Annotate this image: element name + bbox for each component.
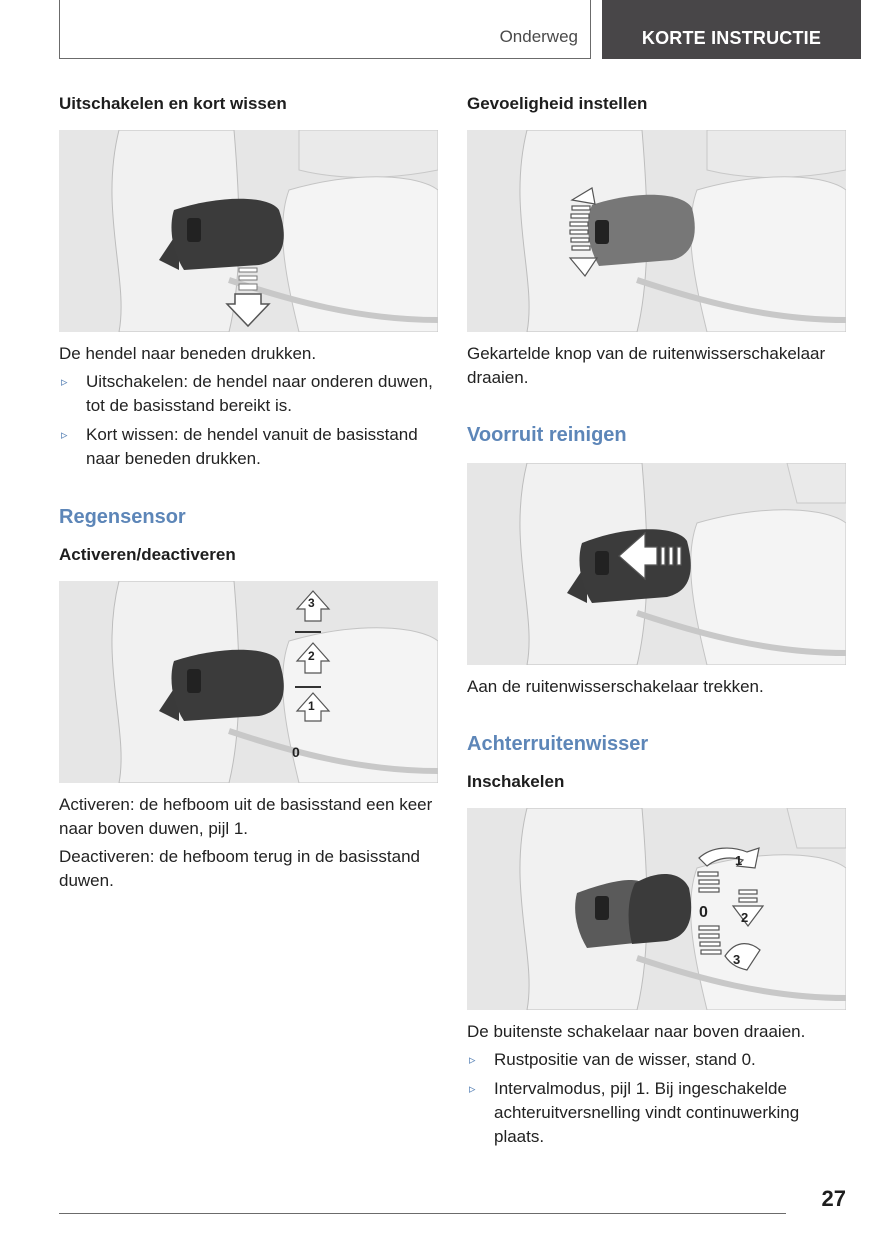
list-item: ▹ Intervalmodus, pijl 1. Bij ingeschakelde achteruitversnelling vindt continuwerking plaats.: [469, 1079, 800, 1146]
list-rear-wiper: [467, 1048, 846, 1149]
para-activate: Activeren: de hefboom uit de basisstand een keer naar boven duwen, pijl 1.: [59, 795, 433, 838]
right-column: [467, 94, 846, 1154]
bullet-triangle-icon: ▹: [469, 1052, 476, 1067]
figure-label-2: 2: [308, 649, 315, 663]
bullet-triangle-icon: ▹: [61, 427, 68, 442]
header-chapter-tab: KORTE INSTRUCTIE: [602, 0, 861, 59]
heading-rain-sensor: Regensensor: [59, 506, 186, 528]
page-number: 27: [821, 1186, 846, 1211]
figure-sensitivity: [467, 130, 846, 332]
figure-label-0: 0: [699, 904, 708, 921]
heading-rear-wiper: Achterruitenwisser: [467, 733, 649, 755]
figure-label-0: 0: [292, 744, 300, 760]
footer-rule: [59, 1213, 786, 1214]
header-section-title: Onderweg: [499, 27, 578, 46]
subhead-switch-on: Inschakelen: [467, 772, 565, 791]
caption-lever-down: De hendel naar beneden drukken.: [59, 344, 317, 363]
left-column: [59, 94, 438, 897]
figure-lever-down: [59, 130, 438, 332]
figure-label-2: 2: [741, 910, 749, 925]
figure-clean-windshield: [467, 463, 846, 665]
heading-clean-windshield: Voorruit reinigen: [467, 424, 627, 446]
caption-sensitivity: Gekartelde knop van de ruitenwisserschakelaar draaien.: [467, 344, 826, 387]
caption-rear-wiper: De buitenste schakelaar naar boven draaien.: [467, 1022, 806, 1041]
caption-clean-windshield: Aan de ruitenwisserschakelaar trekken.: [467, 677, 764, 696]
bullet-triangle-icon: ▹: [469, 1081, 476, 1096]
subhead-sensitivity: Gevoeligheid instellen: [467, 94, 648, 113]
subhead-activate: Activeren/deactiveren: [59, 545, 236, 564]
list-item: ▹ Kort wissen: de hendel vanuit de basisstand naar beneden drukken.: [61, 425, 418, 468]
para-deactivate: Deactiveren: de hefboom terug in de basisstand duwen.: [59, 847, 421, 890]
figure-rain-sensor: [59, 581, 438, 783]
list-item: ▹ Rustpositie van de wisser, stand 0.: [467, 1048, 846, 1072]
figure-label-1: 1: [735, 853, 743, 868]
figure-label-3: 3: [733, 952, 741, 967]
bullet-triangle-icon: ▹: [61, 374, 68, 389]
list-item: ▹ Uitschakelen: de hendel naar onderen duwen, tot de basisstand bereikt is.: [61, 372, 433, 415]
figure-label-3: 3: [308, 596, 315, 610]
figure-label-1: 1: [308, 699, 315, 713]
list-switch-off: [59, 370, 438, 471]
figure-rear-wiper: [467, 808, 846, 1010]
header-frame: [59, 0, 591, 59]
subhead-switch-off: Uitschakelen en kort wissen: [59, 94, 287, 113]
